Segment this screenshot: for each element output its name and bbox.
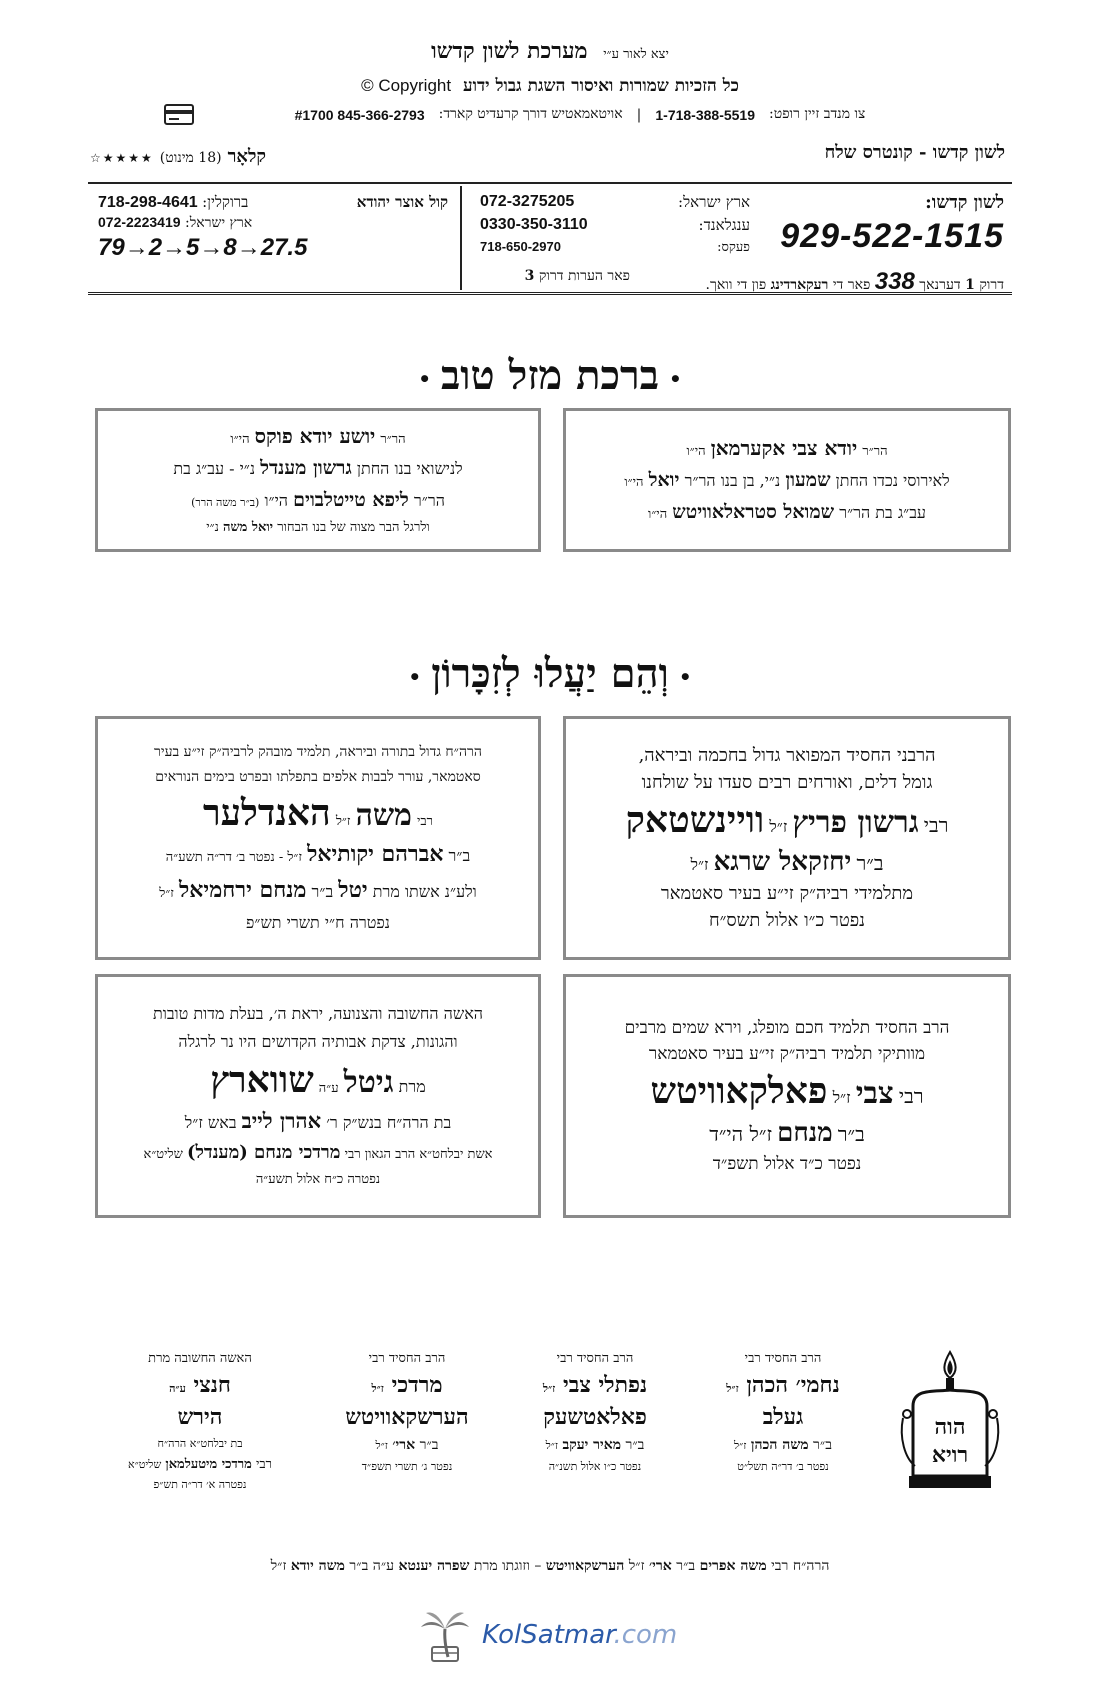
column-date: נפטר ב׳ דר״ה תשל״ט xyxy=(737,1459,829,1473)
column-surname: געלב xyxy=(762,1404,804,1431)
column-suffix: ז״ל xyxy=(375,1438,388,1452)
suffix: ז״ל xyxy=(832,1088,851,1107)
name: גיטל xyxy=(343,1064,394,1100)
suffix: הי״ו xyxy=(686,443,706,459)
klar-label: קלאָר xyxy=(227,146,267,167)
auto-phone[interactable]: 845-366-2793 #1700 xyxy=(294,106,425,123)
text: נ״י, בן בנו הר״ר xyxy=(684,470,781,490)
brooklyn-label: ברוקלין: xyxy=(202,193,249,211)
text: הרה״ח גדול בתורה וביראה, תלמיד מובהק לרביה״ק זי״ע בעיר xyxy=(154,743,482,760)
honorific: רבי xyxy=(923,813,949,837)
lashon-label: לשון קדשו: xyxy=(925,192,1004,213)
column-date: נפטר ג׳ תשרי תשפ״ד xyxy=(361,1459,453,1473)
column-date: נפטרה א׳ דר״ה תש״פ xyxy=(153,1477,247,1491)
booklet-title: לשון קדשו - קונטרס שלח xyxy=(824,142,1005,163)
column-suffix: ז״ל xyxy=(545,1438,558,1452)
name: מרדכי מנחם (מענדל) xyxy=(186,1141,341,1163)
suffix: ז״ל הי״ד xyxy=(709,1122,773,1146)
for-word: פאר די xyxy=(832,277,871,293)
honorific: מרת xyxy=(398,1076,426,1096)
name: אברהם יקותיאל xyxy=(307,841,444,868)
candle-emblem-icon xyxy=(895,1348,1005,1498)
memorial-box-bottom-left xyxy=(95,974,541,1218)
date: נפטרה ח״י תשרי תש״פ xyxy=(246,912,390,932)
text: גומל דלים, ואורחים רבים סעדו על שולחנו xyxy=(641,772,933,793)
name: משה xyxy=(355,798,412,834)
divider-left xyxy=(460,186,462,290)
column-suffix: ז״ל xyxy=(734,1438,747,1452)
text: הרבני החסיד המפואר גדול בחכמה וביראה, xyxy=(638,745,936,766)
column-title: הרב החסיד רבי xyxy=(744,1351,822,1366)
column-name: נחמי׳ הכהן xyxy=(746,1372,840,1398)
copyright-label: Copyright © xyxy=(361,76,452,95)
footer-text: ז״ל xyxy=(270,1558,287,1574)
text: הר״ר xyxy=(413,490,445,510)
star-rating-icon: ★★★★☆ xyxy=(90,151,154,165)
kolsatmar-logo[interactable] xyxy=(418,1605,718,1665)
surname: האנדלער xyxy=(202,792,331,835)
memorial-box-top-right xyxy=(563,716,1011,960)
emblem-text-2: רויא xyxy=(931,1442,969,1468)
suffix: הי״ו xyxy=(648,506,668,522)
separator: | xyxy=(636,106,642,123)
fax-phone[interactable]: 718-650-2970 xyxy=(480,239,561,254)
memorial-column-4 xyxy=(100,1350,300,1491)
column-honorific: ב״ר xyxy=(419,1436,439,1453)
name: שמעון xyxy=(785,468,831,491)
honorific: הר״ר xyxy=(380,432,406,448)
phone-list xyxy=(480,193,750,255)
surname: שווארץ xyxy=(210,1058,314,1101)
name: יחזקאל שרגא xyxy=(713,847,852,877)
suffix: הי״ו xyxy=(264,490,289,510)
text: ולרגל הבר מצוה של בנו הבחור xyxy=(277,520,430,536)
text: האשה החשובה והצנועה, יראת ה׳, בעלת מדות טובות xyxy=(152,1004,484,1024)
notes-info xyxy=(470,268,630,285)
text: ולע״נ אשתו מרת xyxy=(372,882,477,902)
column-father: ארי׳ xyxy=(392,1436,416,1453)
column-honorific: ב״ר xyxy=(625,1436,645,1453)
text: נ״י - עב״ג בת xyxy=(173,459,256,479)
name: אהרן לייב xyxy=(241,1107,322,1133)
text: סאטמאר, עורר לבבות אלפים בתפלתו ובפרט בימים הנוראים xyxy=(155,768,481,785)
notes-label: פאר הערות דרוק xyxy=(538,268,630,284)
memorial-box-bottom-right xyxy=(563,974,1011,1218)
honorific: ב״ר xyxy=(837,1122,865,1146)
minutes-label: (18 מינוט) xyxy=(159,150,222,166)
then-word: דערנאך xyxy=(919,277,961,293)
mazal-box-right xyxy=(563,408,1011,552)
credit-card-icon xyxy=(164,104,194,125)
footer-name: הערשקאוויטש xyxy=(545,1558,625,1574)
logo-suffix: .com xyxy=(613,1620,678,1650)
mazal-tov-text: ברכת מזל טוב xyxy=(441,352,659,399)
palm-tree-icon xyxy=(418,1607,472,1663)
lashon-contact xyxy=(764,192,1004,256)
brooklyn-phone[interactable]: 718-298-4641 xyxy=(98,194,198,211)
suffix: ז״ל - נפטר ב׳ דר״ה תשע״ה xyxy=(165,850,302,866)
text: הרב החסיד תלמיד חכם מופלג, וירא שמים מרבים xyxy=(624,1018,950,1038)
column-suffix: ז״ל xyxy=(726,1382,739,1395)
israel-label: ארץ ישראל: xyxy=(678,193,750,211)
name: מנחם xyxy=(777,1118,833,1148)
suffix: ז״ל xyxy=(690,855,709,874)
text: עב״ג בת הר״ר xyxy=(839,502,926,522)
text: בת הרה״ח בנש״ק ר׳ xyxy=(326,1112,452,1132)
logo-main: KolSatmar xyxy=(482,1620,614,1650)
suffix: ע״ה xyxy=(318,1080,339,1096)
text: ב״ר xyxy=(311,882,334,902)
print-word: דרוק xyxy=(979,277,1004,293)
column-honorific: ב״ר xyxy=(813,1436,832,1453)
note: (ב״ר משה הרר) xyxy=(191,495,260,509)
fax-label: פעקס: xyxy=(717,240,750,255)
footer-memorial-line xyxy=(0,1558,1100,1575)
name: שמואל סטראלאוויטש xyxy=(672,500,835,523)
name: יושע יודא פוקס xyxy=(254,424,376,449)
memorial-column-1 xyxy=(698,1350,868,1473)
print-num: 1 xyxy=(965,277,975,293)
lashon-phone[interactable]: 929-522-1515 xyxy=(780,217,1004,255)
column-title: הרב החסיד רבי xyxy=(368,1351,446,1366)
column-title: הרב החסיד רבי xyxy=(556,1351,634,1366)
name: יודא צבי אקערמאן xyxy=(710,435,858,460)
memorial-column-2 xyxy=(510,1350,680,1473)
england-label: ענגלאנד: xyxy=(698,216,750,234)
name: ליפא טייטלבוים xyxy=(293,488,409,511)
column-surname: הירש xyxy=(177,1404,223,1431)
auto-label: אויטאמאטיש דורך קרעדיט קארד: xyxy=(438,106,623,122)
name: גרשון פריץ xyxy=(792,805,919,840)
suffix: נ״י xyxy=(206,520,219,536)
column-father: מרדכי מיטעלמאן xyxy=(165,1456,252,1472)
footer-name: ארי׳ xyxy=(648,1558,672,1574)
column-surname: פאלאטשעק xyxy=(543,1404,647,1431)
kol-israel-phone[interactable]: 072-2223419 xyxy=(98,214,181,230)
column-surname: הערשקאוויטש xyxy=(345,1404,469,1431)
date: נפטר כ״ו אלול תשס״ח xyxy=(708,910,866,931)
suffix: שליט״א xyxy=(143,1146,183,1162)
column-suffix: ז״ל xyxy=(542,1382,556,1395)
klar-rating xyxy=(90,146,266,167)
column-honorific: רבי xyxy=(255,1456,272,1472)
emblem-text-1: הוה xyxy=(934,1414,966,1440)
surname: פאלקאוויטש xyxy=(650,1070,828,1112)
text: באש ז״ל xyxy=(184,1112,237,1132)
publisher-line xyxy=(0,38,1100,64)
footer-name: משה יודא xyxy=(290,1558,345,1574)
mazal-tov-title xyxy=(0,352,1100,399)
date: נפטרה כ״ח אלול תשע״ה xyxy=(255,1172,381,1188)
kol-label: קול אוצר יהודא xyxy=(356,193,448,211)
footer-text: – וזוגתו מרת xyxy=(473,1558,542,1574)
recording-num: 338 xyxy=(874,268,915,295)
text: מוותיקי תלמיד רביה״ק זי״ע בעיר סאטמאר xyxy=(648,1044,926,1064)
kol-israel-label: ארץ ישראל: xyxy=(184,215,253,231)
donate-line xyxy=(160,106,1000,123)
name: יואל xyxy=(648,468,680,491)
name: גרשון מענדל xyxy=(260,457,352,480)
honorific: רבי xyxy=(898,1084,924,1108)
date: נפטר כ״ד אלול תשפ״ד xyxy=(712,1154,862,1174)
name: מנחם ירחמיאל xyxy=(179,877,307,904)
suffix: הי״ו xyxy=(624,474,644,490)
publisher-name: מערכת לשון קדשו xyxy=(431,38,588,64)
suffix: ז״ל xyxy=(159,886,174,902)
kolsatmar-logo-text xyxy=(482,1620,677,1650)
memorial-box-top-left xyxy=(95,716,541,960)
column-suffix: שליט״א xyxy=(128,1457,162,1471)
column-father: מאיר יעקב xyxy=(562,1436,621,1453)
rights-line xyxy=(0,76,1100,96)
week-word: פון די וואך. xyxy=(705,277,767,293)
text: אשת יבלחט״א הרב הגאון רבי xyxy=(344,1146,493,1162)
menu-steps: 79→2→5→8→27.5 xyxy=(98,234,308,261)
footer-text: ז״ל xyxy=(628,1558,645,1574)
england-phone[interactable]: 0330-350-3110 xyxy=(480,216,588,233)
publisher-prefix: יצא לאור ע״י xyxy=(603,47,669,62)
column-name: מרדכי xyxy=(391,1372,443,1398)
column-title: האשה החשובה מרת xyxy=(148,1351,252,1366)
text: לנישואי בנו החתן xyxy=(356,459,463,479)
suffix: ז״ל xyxy=(335,814,351,830)
zikaron-title xyxy=(0,650,1100,697)
print-info xyxy=(564,268,1004,296)
footer-name: שפרה יענטא xyxy=(398,1558,470,1574)
notes-num: 3 xyxy=(524,268,535,284)
footer-text: הרה״ח רבי xyxy=(771,1558,830,1574)
name: צבי xyxy=(855,1076,894,1111)
honorific: הר״ר xyxy=(862,443,888,459)
footer-text: ב״ר xyxy=(676,1558,696,1574)
column-honorific: בת יבלחט״א הרה״ח xyxy=(157,1436,243,1450)
column-name: נפתלי צבי xyxy=(562,1372,648,1398)
suffix: ז״ל xyxy=(769,817,788,836)
israel-phone[interactable]: 072-3275205 xyxy=(480,193,575,210)
memorial-column-3 xyxy=(322,1350,492,1473)
footer-text: ע״ה ב״ר xyxy=(349,1558,395,1574)
bullet-left: • xyxy=(408,665,422,689)
zikaron-text: וְהֵם יַעֲלוּ לְזִכָּרוֹן xyxy=(431,650,669,697)
bullet-left: • xyxy=(418,367,432,391)
recording-word: רעקארדינג xyxy=(770,277,829,293)
honorific: ב״ר xyxy=(856,851,884,875)
column-suffix: ע״ה xyxy=(169,1382,186,1395)
text: לאירוסי נכדו החתן xyxy=(835,470,950,490)
column-date: נפטר כ״ו אלול תשנ״ה xyxy=(548,1459,642,1473)
name: יואל משה xyxy=(222,520,274,536)
text: והגונות, צדקת אבותיה הקדושים היו נר לרגלה xyxy=(178,1031,458,1051)
column-father: משה הכהן xyxy=(750,1436,809,1453)
text: מתלמידי רביה״ק זי״ע בעיר סאטמאר xyxy=(660,883,914,904)
rights-text: כל הזכיות שמורות ואיסור השגת גבול ידוע xyxy=(463,76,739,96)
donate-label: צו מנדב זיין רופט: xyxy=(769,106,866,122)
column-suffix: ז״ל xyxy=(371,1382,384,1395)
kol-otzar xyxy=(98,193,448,262)
honorific: רבי xyxy=(416,814,434,830)
honorific: ב״ר xyxy=(448,846,471,866)
bullet-right: • xyxy=(678,665,692,689)
surname: וויינשטאק xyxy=(625,799,765,841)
name: יטל xyxy=(338,877,368,904)
donate-phone[interactable]: 1-718-388-5519 xyxy=(655,106,756,123)
mazal-box-left xyxy=(95,408,541,552)
rule-top xyxy=(88,182,1012,184)
suffix: הי״ו xyxy=(230,432,250,448)
column-name: חנצי xyxy=(193,1372,231,1398)
footer-name: משה אפרים xyxy=(699,1558,767,1574)
bullet-right: • xyxy=(668,367,682,391)
